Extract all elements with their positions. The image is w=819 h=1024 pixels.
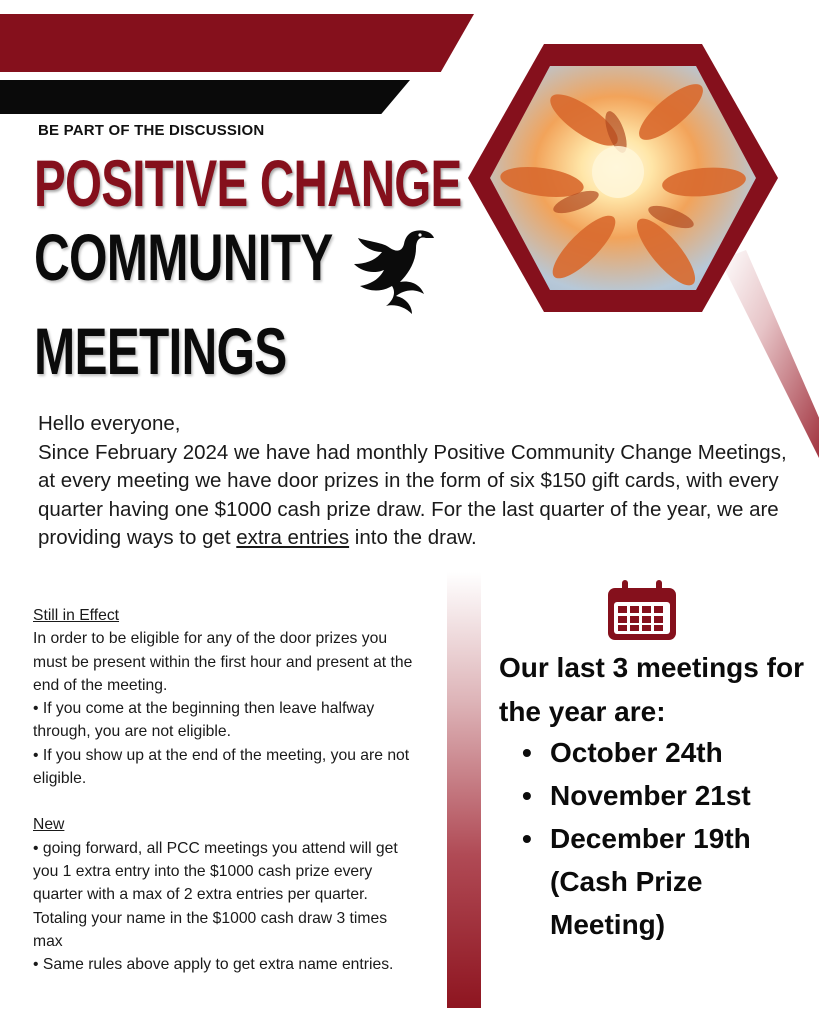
- new-rule-bullet: • Same rules above apply to get extra name entries.: [33, 956, 394, 974]
- headline-meetings: MEETINGS: [34, 314, 287, 388]
- calendar-icon: [606, 580, 678, 642]
- meeting-dates-list: [522, 731, 812, 946]
- meeting-date-item: • October 24th: [522, 731, 812, 774]
- intro-body-end: into the draw.: [349, 526, 477, 549]
- headline-community: COMMUNITY: [34, 220, 333, 294]
- kicker-text: BE PART OF THE DISCUSSION: [38, 122, 265, 139]
- extra-entries-link[interactable]: extra entries: [236, 526, 350, 549]
- swan-logo: [350, 222, 436, 318]
- header-black-bar: [0, 80, 410, 114]
- new-rule-bullet: • going forward, all PCC meetings you attend will get you 1 extra entry into the $1000 cash prize every quarter with a max of 2 extra entries per quarter. Totaling your name in the $1000 cash draw 3 times max: [33, 839, 398, 950]
- vertical-gradient-divider: [447, 572, 481, 1008]
- hands-photo-hexagon: [466, 42, 780, 314]
- intro-body: [38, 439, 808, 553]
- rule-bullet: • If you show up at the end of the meeting, you are not eligible.: [33, 746, 410, 788]
- intro-paragraph: [38, 410, 808, 553]
- greeting: Hello everyone,: [38, 412, 181, 435]
- intro-body-text: Since February 2024 we have had monthly Positive Community Change Meetings, at every meeting we have door prizes in the form of six $150 gift cards, with every quarter having one $1000 cash prize draw. For the last quarter of the year, we are providing ways to get: [38, 440, 787, 549]
- rule-bullet: • If you come at the beginning then leave halfway through, you are not eligible.: [33, 700, 375, 741]
- eligibility-text: In order to be eligible for any of the door prizes you must be present within the first hour and present at the end of the meeting.: [33, 630, 413, 694]
- meeting-date-item: • November 21st: [522, 774, 812, 817]
- still-in-effect-heading: Still in Effect: [33, 607, 120, 624]
- headline-positive-change: POSITIVE CHANGE: [34, 146, 462, 220]
- new-heading: New: [33, 816, 65, 834]
- rules-column: [33, 604, 413, 976]
- meetings-heading: Our last 3 meetings for the year are:: [499, 652, 804, 727]
- header-red-bar: [0, 14, 474, 72]
- meeting-date-item: • December 19th (Cash Prize Meeting): [522, 817, 812, 946]
